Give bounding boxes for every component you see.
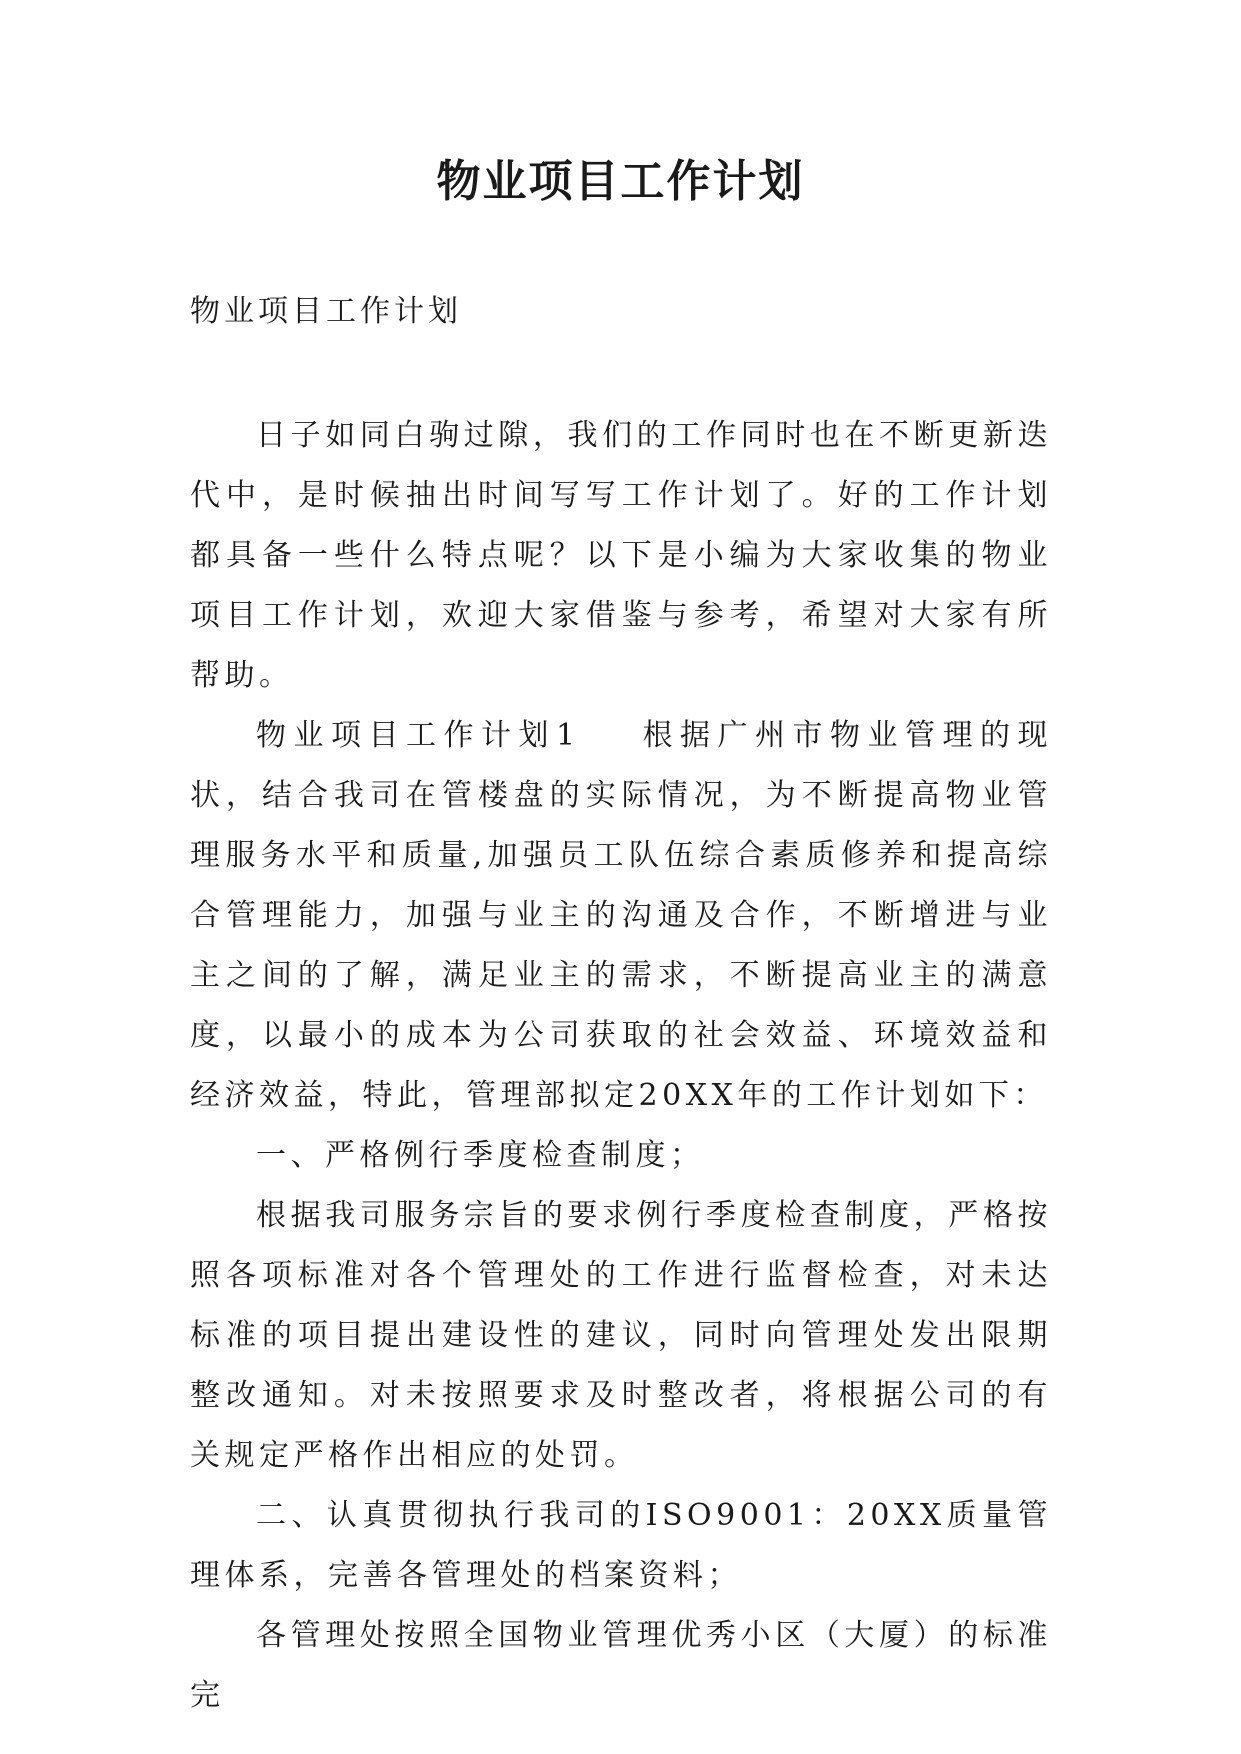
section-paragraph-1: 根据我司服务宗旨的要求例行季度检查制度，严格按照各项标准对各个管理处的工作进行监督检查，对未达标准的项目提出建设性的建议，同时向管理处发出限期整改通知。对未按照要求及时整改者，将根据公司的有关规定严格作出相应的处罚。 xyxy=(190,1198,1052,1473)
document-body xyxy=(190,406,1052,1726)
intro-paragraph: 日子如同白驹过隙，我们的工作同时也在不断更新迭代中，是时候抽出时间写写工作计划了。好的工作计划都具备一些什么特点呢？以下是小编为大家收集的物业项目工作计划，欢迎大家借鉴与参考，希望对大家有所帮助。 xyxy=(190,418,1052,693)
plan-paragraph xyxy=(190,706,1052,1126)
section-paragraph-2: 各管理处按照全国物业管理优秀小区（大厦）的标准完 xyxy=(190,1618,1052,1713)
plan-heading: 物业项目工作计划1 xyxy=(256,718,580,753)
section-heading-1: 一、严格例行季度检查制度； xyxy=(256,1138,705,1173)
section-heading-2: 二、认真贯彻执行我司的ISO9001：20XX质量管理体系，完善各管理处的档案资料； xyxy=(190,1498,1052,1593)
plan-paragraph-text: 根据广州市物业管理的现状，结合我司在管楼盘的实际情况，为不断提高物业管理服务水平和质量,加强员工队伍综合素质修养和提高综合管理能力，加强与业主的沟通及合作，不断增进与业主之间的了解，满足业主的需求，不断提高业主的满意度，以最小的成本为公司获取的社会效益、环境效益和经济效益，特此，管理部拟定20XX年的工作计划如下： xyxy=(190,718,1053,1113)
document-title: 物业项目工作计划 xyxy=(436,156,805,207)
document-subtitle: 物业项目工作计划 xyxy=(190,294,462,329)
